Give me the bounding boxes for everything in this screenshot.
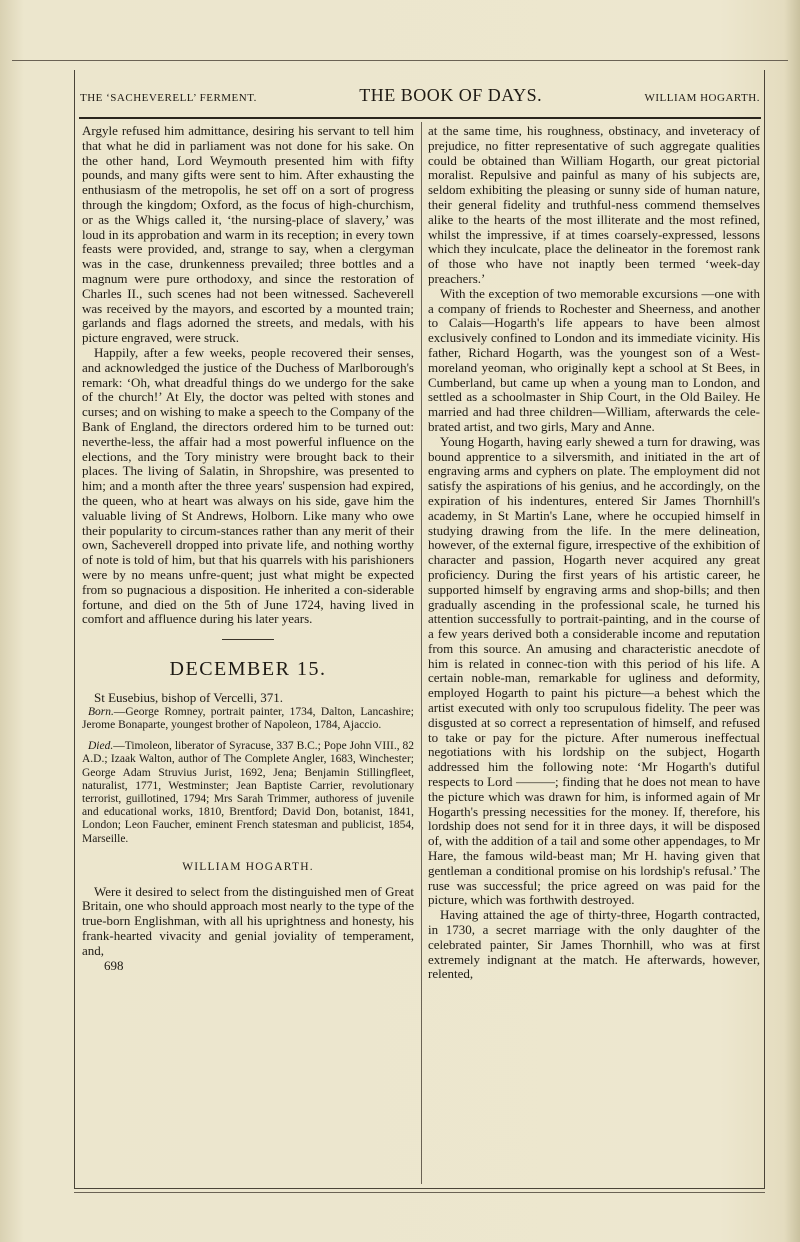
running-header — [80, 85, 760, 113]
born-text: —George Romney, portrait painter, 1734, Dalton, Lancashire; Jerome Bonaparte, youngest brother of Napoleon, 1784, Ajaccio. — [82, 705, 414, 731]
frame-right-rule — [764, 70, 765, 1188]
header-rule — [79, 117, 761, 119]
top-rule — [12, 60, 788, 61]
paragraph: Were it desired to select from the distinguished men of Great Britain, one who should approach most nearly to the type of the true-born Englishman, with all his uprightness and honesty, his frank-hearted vivacity and genial joviality of temperament, and, — [82, 883, 414, 958]
paragraph: at the same time, his roughness, obstinacy, and inveteracy of prejudice, no fitter representative of such aggregate qualities could be obtained than William Hogarth, our great pictorial moralist. Repulsive and painful as many of his subjects are, seldom exhibiting the pleasing or sunny side of human nature, their general fidelity and truthful-ness commend themselves alike to the hearts of the most illiterate and the most refined, whilst the impressive, if at times coarsely-expressed, lessons which they inculcate, place the delineator in the foremost rank of those who have not inaptly been termed ‘week-day preachers.’ — [428, 123, 760, 286]
paragraph: Argyle refused him admittance, desiring his servant to tell him that what he did in parliament was not done for his sake. On the other hand, Lord Weymouth presented him with fifty pounds, and many gifts were sent to him. After exhausting the enthusiasm of the metropolis, he set off on a sort of progress through the kingdom; Oxford, as the focus of high-churchism, or as the Whigs called it, ‘the nursing-place of slavery,’ was loud in its approbation and warm in its reception; in every town feasts were provided, and, strange to say, when a clergyman was in the case, drunkenness prevailed; three bottles and a magnum were pure orthodoxy, and since the restoration of Charles II., such scenes had not been witnessed. Sacheverell was received by the mayors, and escorted by a mounted train; garlands and flags adorned the streets, and medals, with his picture engraved, were struck. — [82, 123, 414, 346]
paragraph: Happily, after a few weeks, people recovered their senses, and acknowledged the justice of the Duchess of Marlborough's remark: ‘Oh, what dreadful things do we undergo for the sake of the church!’ At Ely, the doctor was pelted with stones and curses; and on wishing to make a speech to the Company of the Bank of England, the directors ordered him to be turned out: neverthe-less, the affair had a most powerful influence on the elections, and the Tory ministry were brought back to their places. The living of Salatin, in Shropshire, was presented to him; and a month after the three years' suspension had expired, the queen, who at heart was always on his side, gave him the valuable living of St Andrews, Holborn. Like many who owe their popularity to circum-stances rather than any merit of their own, Sacheverell dropped into private life, and nothing worthy of note is told of him, but that his quarrels with his parishioners were by no means unfre-quent; just what might be expected from so pugnacious a disposition. He inherited a con-siderable fortune, and died on the 5th of June 1724, having lived in comfort and affluence during his later years. — [82, 344, 414, 627]
died-label: Died. — [88, 740, 114, 753]
paragraph: Having attained the age of thirty-three, Hogarth contracted, in 1730, a secret marriage with the only daughter of the celebrated painter, Sir James Thornhill, who was at first extremely indignant at the match. He afterwards, however, relented, — [428, 907, 760, 982]
left-column — [82, 124, 414, 973]
right-column — [428, 124, 760, 982]
header-title: THE BOOK OF DAYS. — [359, 85, 543, 105]
frame-left-rule — [74, 70, 75, 1188]
day-title: DECEMBER 15. — [169, 658, 327, 681]
column-divider — [421, 122, 422, 1184]
paragraph: Young Hogarth, having early shewed a turn for drawing, was bound apprentice to a silversmith, and initiated in the art of engraving arms and cyphers on plate. The employment did not satisfy the aspirations of his genius, and he accordingly, on the expiration of his indentures, entered Sir James Thornhill's academy, in St Martin's Lane, where he occupied himself in studying drawing from the life. In the mere delineation, however, of the external figure, irrespective of the exhibition of character and passion, Hogarth never acquired any great proficiency. During the first years of his artistic career, he supported himself by engraving arms and shop-bills; and then gradually ascending in the professional scale, he turned his attention successfully to portrait-painting, and in the course of a few years derived both a considerable income and reputation from this source. An amusing and characteristic anecdote of him is related in connec-tion with this period of his life. A certain noble-man, remarkable for ugliness and deformity, employed Hogarth to paint his picture—a behest which the artist executed with only too scrupulous fidelity. The peer was disgusted at so correct a representation of himself, and refused to take or pay for the picture. After numerous ineffectual negotiations with his lordship on the subject, Hogarth addressed him the following note: ‘Mr Hogarth's dutiful respects to Lord ———; finding that he does not mean to have the picture which was drawn for him, is informed again of Mr Hogarth's pressing necessities for the money. If, therefore, his lordship does not send for it in three days, it will be disposed of, with the addition of a tail and some other appendages, to Mr Hare, the famous wild-beast man; Mr H. having given that gentleman a conditional promise on his lordship's refusal.’ The ruse was successful; the price agreed on was paid for the picture, which was forthwith destroyed. — [428, 433, 760, 908]
born-label: Born. — [88, 705, 114, 718]
saint-line: St Eusebius, bishop of Vercelli, 371. — [94, 689, 283, 705]
bottom-rule-outer — [74, 1192, 765, 1193]
header-right: WILLIAM HOGARTH. — [644, 92, 760, 104]
header-left: THE ‘SACHEVERELL’ FERMENT. — [80, 92, 257, 104]
section-separator — [222, 639, 274, 640]
paragraph: With the exception of two memorable excursions —one with a company of friends to Rochester and Sheerness, and another to Calais—Hogarth's life appears to have been almost exclusively confined to London and its immediate vicinity. His father, Richard Hogarth, was the youngest son of a West-moreland yeoman, who originally kept a school at St Bees, in Cumberland, but came up when a young man to London, and settled as a schoolmaster in Ship Court, in the Old Bailey. He married and had three children—William, afterwards the cele-brated artist, and two girls, Mary and Anne. — [428, 285, 760, 434]
section-heading: WILLIAM HOGARTH. — [182, 860, 314, 873]
births-deaths — [82, 706, 414, 846]
page-number: 698 — [104, 957, 124, 973]
died-note — [82, 740, 414, 846]
died-text: —Timoleon, liberator of Syracuse, 337 B.C.; Pope John VIII., 82 A.D.; Izaak Walton, author of The Complete Angler, 1683, Winchester; George Adam Struvius Jurist, 1692, Jena; Benjamin Stillingfleet, naturalist, 1771, Westminster; Jean Baptiste Carrier, revolutionary terrorist, guillotined, 1794; Mrs Sarah Trimmer, authoress of juvenile and educational works, 1810, Brentford; David Don, botanist, 1841, London; Leon Faucher, eminent French statesman and publicist, 1854, Marseille. — [82, 740, 414, 845]
born-note — [82, 706, 414, 732]
bottom-rule — [74, 1188, 765, 1189]
